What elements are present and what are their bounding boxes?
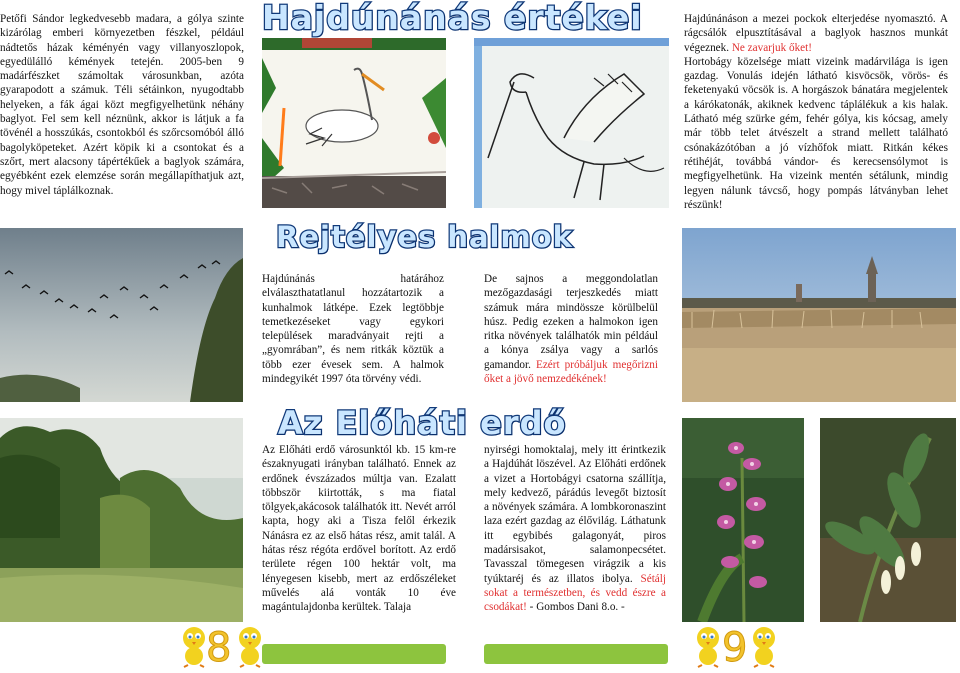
stork-drawing-1	[262, 38, 446, 208]
erdo-text-col2-main: nyirségi homoktalaj, mely itt érintkezik a Hajdúhát löszével. Az Előháti erdőnek a vizet a Hortobágyi csatorna szállítja, mely kedvező, párádús levegőt biztosít a növények számára. A lombkoronaszint laza ezért gazdag az élővilág. Láthatunk itt egybibés galagonyát, piros madársisakot, salamonpecsétet. Tavasszal tömegesen virágzik a kis tyúktaréj és az illatos ibolya.	[484, 444, 666, 585]
birds-warning: Ne zavarjuk őket!	[731, 41, 812, 54]
stork-owl-text: Petőfi Sándor legkedvesebb madara, a gólya szinte kizárólag emberi környezetben fészkel, például nádtetős házak kéményén vagy villanyoszlopok, egyedülálló kémények tetején. 2005-ben 9 madárfészket számoltak városunkban, azóta gyarapodott a számuk. Téli sétáinkon, nyugodtabb helyeken, a fák ágai közt megfigyelhetünk néhány baglyot. Fel sem kell néznünk, akkor is látjuk a fa tövénél a hosszúkás, csontokból és szőrcsomóból álló bagolyköpeteket. Azért köpik ki a csontokat és a szőrt, mert alacsony tápértékűek a baglyok számára, egyébként ezek elemzése során megállapíthatjuk azt, hogy mivel táplálkoznak.	[0, 13, 244, 197]
footer-bar-right	[484, 644, 668, 664]
erdo-appeal: Sétálj sokat a természetben, és vedd észre a csodákat!	[484, 572, 666, 614]
halmok-text-col2-main: De sajnos a meggondolatlan mezőgazdasági terjeszkedés miatt számuk mára mindössze körülbelül húsz. Pedig ezeken a halmokon igen ritka növények találhatók min például a kónya zsálya vagy a sarlós gamandor.	[484, 273, 658, 371]
title-elohati-erdo: Az Előháti erdő	[278, 404, 567, 442]
author-signature: - Gombos Dani 8.o. -	[526, 601, 625, 614]
page-number-left: 8	[206, 625, 232, 671]
kunhalom-landscape-photo	[682, 228, 956, 402]
stork-drawing-2	[474, 38, 669, 208]
title-hajdunanas-ertekei: Hajdúnánás értékei	[262, 0, 643, 37]
erdo-text-col2	[484, 443, 666, 615]
halmok-appeal: Ezért próbáljuk megőrizni őket a jövő nemzedékének!	[484, 358, 658, 386]
tweety-icon	[690, 624, 726, 668]
birds-text-p1: Hajdúnánáson a mezei pockok elterjedése nyomasztó. A rágcsálók elpusztításával a baglyok hasznos munkát végeznek.	[684, 13, 948, 54]
halmok-text-col1: Hajdúnánás határához elválaszthatatlanul hozzátartozik a kunhalmok látképe. Ezek legtöbbje temetkezéseket vagy egykori települések maradványait rejti a „gyomrában”, és nem ritkák köztük a több ezer évesek sem. A halmok mindegyikét 1997 óta törvény védi.	[262, 273, 444, 386]
birds-text-p2: Hortobágy közelsége miatt vizeink madárvilága is igen gazdag. Vonulás idején látható kisvöcsök, vörös- és feketenyakú vöcsök is. A horgászok bánatára megjelentek a kárókatonák, akiknek kedvenc táplálékuk a kis halak. Látható még szürke gém, fehér gólya, kis kócsag, amely már több telet átvészelt a strand mellett található csónakázótóban a jó vízhőfok miatt. Ritkán kékes rétihéját, továbbá vándor- és kerecsensólymot is megfigyelhetünk. Ha vizeink mentén sétálunk, mindig legyen nálunk távcső, hogy pompás látványban lehet részünk!	[684, 55, 948, 211]
forest-edge-photo	[0, 418, 243, 622]
solomons-seal-photo	[820, 418, 956, 622]
erdo-text-col1: Az Előháti erdő városunktól kb. 15 km-re északnyugati irányban található. Ennek az erdőnek évszázados múltja van. Ezalatt többször kiirtották, s ma fiatal tölgyek,akácosok találhatók itt. Nevét arról kapta, hogy aki a Tisza felől érkezik Nánásra ez az első hátas rész, amit talál. A hátas rész régóta erdővel borított. Az erdő területe régen 100 hektár volt, ma lényegesen kisebb, mert az erdőszéleket művelés alá vonták 10 éve magántulajdonba kerültek. Talaja	[262, 444, 456, 614]
birds-text	[684, 12, 948, 212]
footer-bar-left	[262, 644, 446, 664]
halmok-text-col2	[484, 272, 658, 386]
title-rejtelyes-halmok: Rejtélyes halmok	[276, 220, 573, 254]
orchid-flower-photo	[682, 418, 804, 622]
birds-flying-sky-photo	[0, 228, 243, 402]
page-number-right: 9	[722, 625, 748, 671]
tweety-icon	[746, 624, 782, 668]
